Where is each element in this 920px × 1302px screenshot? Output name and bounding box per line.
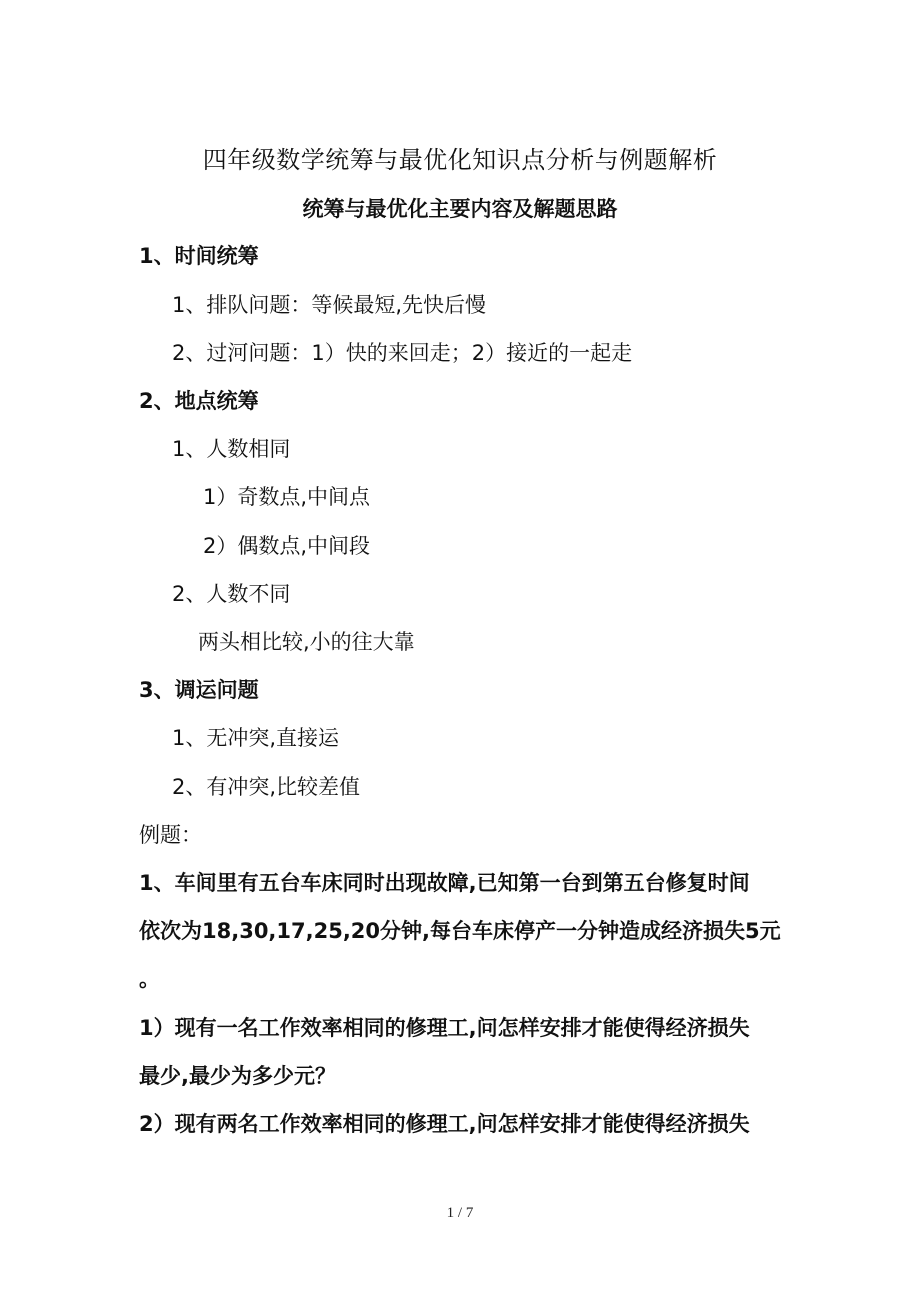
- document-title: 四年级数学统筹与最优化知识点分析与例题解析: [202, 146, 718, 174]
- example-text-line: 最少,最少为多少元？: [139, 1064, 336, 1088]
- examples-label: 例题：: [139, 823, 202, 847]
- section-heading-time: 1、时间统筹: [139, 244, 259, 268]
- list-item: 1、无冲突,直接运: [172, 726, 340, 750]
- example-text-line: 2）现有两名工作效率相同的修理工,问怎样安排才能使得经济损失: [139, 1112, 750, 1136]
- list-item: 1、排队问题：等候最短,先快后慢: [172, 293, 487, 317]
- list-item: 2、过河问题：1）快的来回走；2）接近的一起走: [172, 341, 633, 365]
- example-text-line: 。: [139, 967, 160, 991]
- list-item: 2）偶数点,中间段: [203, 534, 371, 558]
- list-item: 两头相比较,小的往大靠: [198, 630, 415, 654]
- list-item: 2、有冲突,比较差值: [172, 775, 361, 799]
- example-text-line: 1）现有一名工作效率相同的修理工,问怎样安排才能使得经济损失: [139, 1016, 750, 1040]
- document-subtitle: 统筹与最优化主要内容及解题思路: [302, 197, 618, 221]
- section-heading-transport: 3、调运问题: [139, 678, 259, 702]
- example-text-line: 依次为18,30,17,25,20分钟,每台车床停产一分钟造成经济损失5元: [139, 919, 781, 943]
- list-item: 1）奇数点,中间点: [203, 485, 371, 509]
- section-heading-place: 2、地点统筹: [139, 389, 259, 413]
- list-item: 1、人数相同: [172, 437, 291, 461]
- page-indicator: 1 / 7: [446, 1205, 474, 1221]
- list-item: 2、人数不同: [172, 582, 291, 606]
- example-text-line: 1、车间里有五台车床同时出现故障,已知第一台到第五台修复时间: [139, 871, 750, 895]
